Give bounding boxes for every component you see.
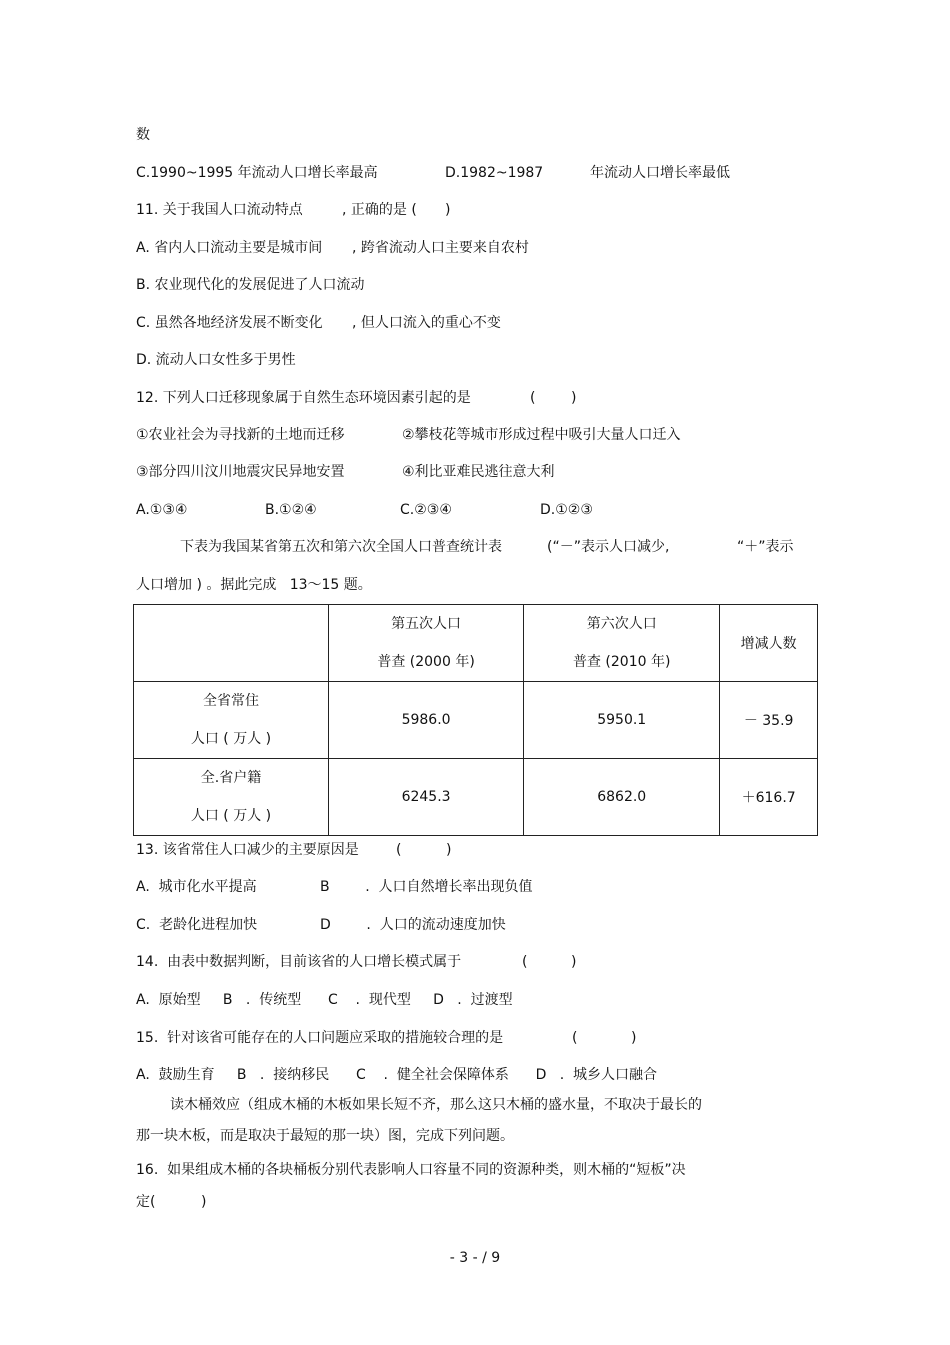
- table-intro-2: 人口增加 ) 。据此完成 13～15 题。: [136, 577, 372, 593]
- row-registered-label-line1: 全.省户籍: [200, 770, 262, 786]
- question-13-stem: 13. 该省常住人口减少的主要原因是: [136, 842, 359, 858]
- question-12-option-d: D.①②③: [540, 502, 593, 518]
- option-d-q10-b: 年流动人口增长率最低: [590, 165, 730, 181]
- table-row-registered: [134, 759, 818, 836]
- row-resident-label-line2: 人口 ( 万人 ): [190, 731, 272, 747]
- header-fifth-census: [328, 605, 523, 682]
- question-16-paren-close: ): [201, 1194, 207, 1210]
- question-14-options: A. 原始型 B . 传统型 C . 现代型 D . 过渡型: [136, 992, 513, 1008]
- question-12-paren-open: (: [530, 390, 536, 406]
- reading-intro-1: 读木桶效应（组成木桶的木板如果长短不齐，那么这只木桶的盛水量，不取决于最长的: [170, 1097, 702, 1113]
- question-13-paren-open: (: [396, 842, 402, 858]
- header-sixth-census-line2: 普查 (2010 年): [572, 654, 671, 670]
- row-resident-change: － 35.9: [720, 682, 818, 759]
- table-intro-c: “＋”表示: [737, 539, 794, 555]
- question-13-option-c: C. 老龄化进程加快: [136, 917, 258, 933]
- question-15-options: A. 鼓励生育 B . 接纳移民 C . 健全社会保障体系 D . 城乡人口融合: [136, 1067, 658, 1083]
- header-fifth-census-line1: 第五次人口: [391, 616, 462, 632]
- question-16-stem-1: 16. 如果组成木桶的各块桶板分别代表影响人口容量不同的资源种类，则木桶的“短板”决: [136, 1162, 686, 1178]
- row-registered-2000: 6245.3: [328, 759, 523, 836]
- question-11-stem-b: , 正确的是 (: [342, 202, 417, 218]
- question-14-stem: 14. 由表中数据判断，目前该省的人口增长模式属于: [136, 954, 462, 970]
- question-12-option-c: C.②③④: [400, 502, 452, 518]
- question-11-stem-a: 11. 关于我国人口流动特点: [136, 202, 303, 218]
- question-13-option-a: A. 城市化水平提高: [136, 879, 257, 895]
- header-change: 增减人数: [720, 605, 818, 682]
- table-intro-a: 下表为我国某省第五次和第六次全国人口普查统计表: [180, 539, 502, 555]
- question-11-option-b: B. 农业现代化的发展促进了人口流动: [136, 277, 365, 293]
- census-table: [133, 604, 818, 836]
- question-13-paren-close: ): [446, 842, 452, 858]
- question-11-option-a-1: A. 省内人口流动主要是城市间: [136, 240, 323, 256]
- question-11-option-d: D. 流动人口女性多于男性: [136, 352, 296, 368]
- table-intro-b: (“－”表示人口减少,: [547, 539, 670, 555]
- question-14-paren-close: ): [571, 954, 577, 970]
- row-registered-change: ＋616.7: [720, 759, 818, 836]
- table-corner-cell: [134, 605, 329, 682]
- question-13-option-b: B . 人口自然增长率出现负值: [320, 879, 533, 895]
- question-16-stem-2: 定(: [136, 1194, 156, 1210]
- question-12-option-a: A.①③④: [136, 502, 188, 518]
- row-registered-2010: 6862.0: [524, 759, 720, 836]
- question-15-stem: 15. 针对该省可能存在的人口问题应采取的措施较合理的是: [136, 1030, 504, 1046]
- header-sixth-census: [524, 605, 720, 682]
- row-registered-label-line2: 人口 ( 万人 ): [190, 808, 272, 824]
- continued-line: 数: [136, 127, 150, 143]
- question-12-paren-close: ): [571, 390, 577, 406]
- question-12-item-3: ③部分四川汶川地震灾民异地安置: [136, 464, 345, 480]
- question-12-option-b: B.①②④: [265, 502, 317, 518]
- option-c-q10: C.1990~1995 年流动人口增长率最高: [136, 165, 378, 181]
- row-resident-2000: 5986.0: [328, 682, 523, 759]
- question-12-item-1: ①农业社会为寻找新的土地而迁移: [136, 427, 345, 443]
- question-15-paren-open: (: [572, 1030, 578, 1046]
- question-12-stem: 12. 下列人口迁移现象属于自然生态环境因素引起的是: [136, 390, 471, 406]
- table-row-resident: [134, 682, 818, 759]
- row-resident-label: [134, 682, 329, 759]
- page-number: - 3 - / 9: [449, 1250, 501, 1266]
- row-resident-2010: 5950.1: [524, 682, 720, 759]
- header-fifth-census-line2: 普查 (2000 年): [377, 654, 475, 670]
- question-11-option-c-2: , 但人口流入的重心不变: [352, 315, 501, 331]
- row-registered-label: [134, 759, 329, 836]
- question-14-paren-open: (: [522, 954, 528, 970]
- question-11-stem-c: ): [445, 202, 451, 218]
- question-15-paren-close: ): [631, 1030, 637, 1046]
- header-sixth-census-line1: 第六次人口: [586, 616, 657, 632]
- question-11-option-a-2: , 跨省流动人口主要来自农村: [352, 240, 529, 256]
- option-d-q10-a: D.1982~1987: [445, 165, 544, 181]
- question-13-option-d: D . 人口的流动速度加快: [320, 917, 506, 933]
- row-resident-label-line1: 全省常住: [202, 693, 259, 709]
- question-11-option-c-1: C. 虽然各地经济发展不断变化: [136, 315, 323, 331]
- question-12-item-4: ④利比亚难民逃往意大利: [402, 464, 555, 480]
- table-header-row: [134, 605, 818, 682]
- question-12-item-2: ②攀枝花等城市形成过程中吸引大量人口迁入: [402, 427, 681, 443]
- reading-intro-2: 那一块木板，而是取决于最短的那一块）图，完成下列问题。: [136, 1128, 514, 1144]
